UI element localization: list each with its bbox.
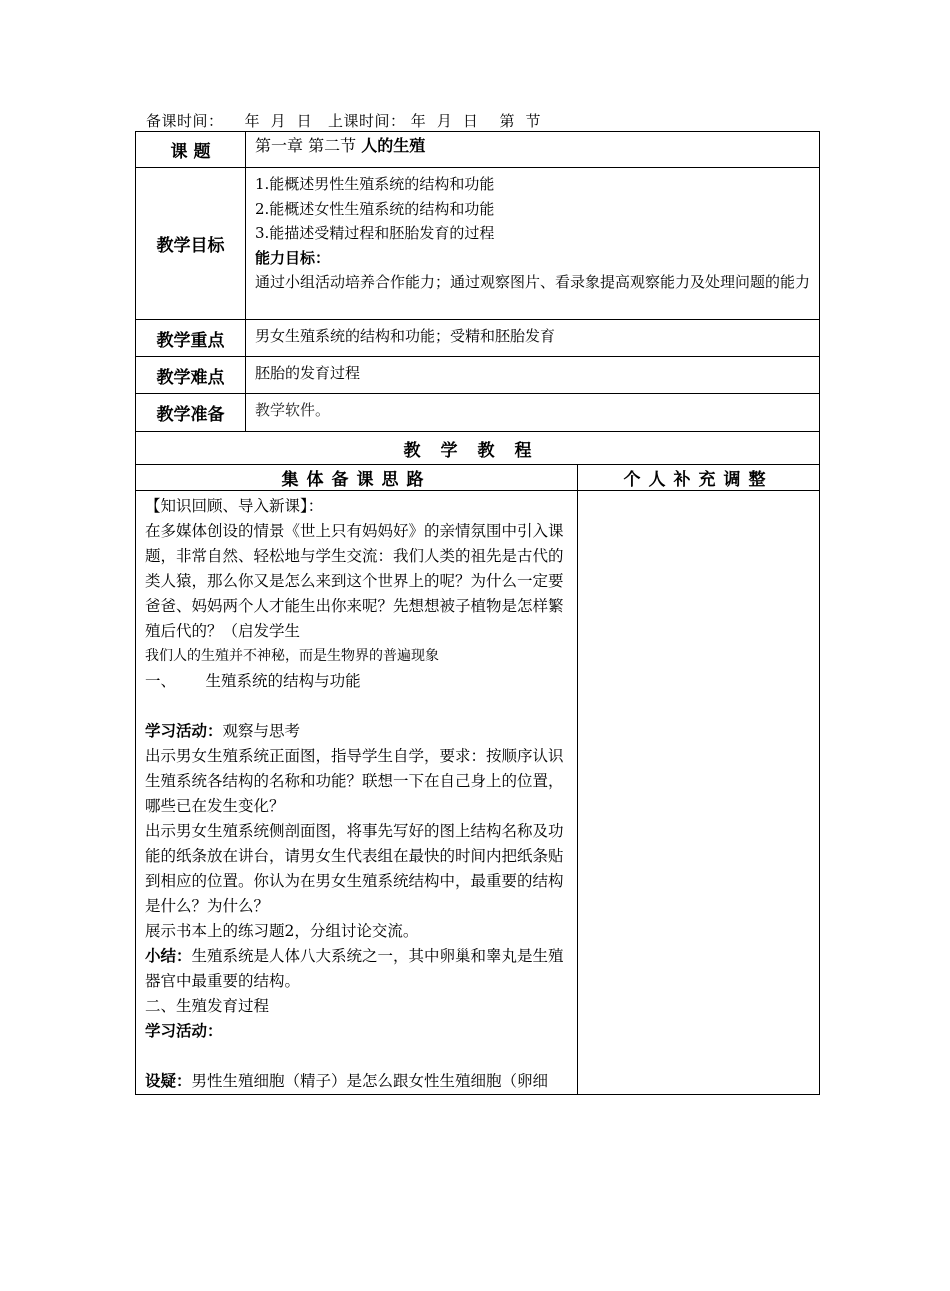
topic-prefix: 第一章 第二节 [255,136,362,155]
activity-line-1 [145,719,571,744]
objective-item: 3.能描述受精过程和胚胎发育的过程 [255,224,495,242]
difficulty-label: 教学难点 [136,357,246,394]
activity-label: 学习活动： [145,722,223,740]
topic-label: 课 题 [136,132,246,168]
activity-label-2: 学习活动： [145,1022,223,1040]
process-title: 教学教程 [136,432,820,465]
personal-adjustment-header: 个人补充调整 [578,465,820,491]
period: 第 节 [499,112,541,130]
objective-item: 2.能概述女性生殖系统的结构和功能 [255,199,495,218]
paragraph-2: 出示男女生殖系统侧剖面图，将事先写好的图上结构名称及功能的纸条放在讲台，请男女生代表组在最快的时间内把纸条贴到相应的位置。你认为在男女生殖系统结构中，最重要的结构是什么？为什么？ [145,822,564,915]
objectives-label: 教学目标 [136,168,246,320]
key-points-row [136,320,820,357]
key-points-label: 教学重点 [136,320,246,357]
column-header-row [136,465,820,491]
paragraph-3: 展示书本上的练习题2，分组讨论交流。 [145,922,419,940]
preparation-value: 教学软件。 [246,394,820,432]
objectives-row [136,168,820,320]
class-time-label: 上课时间： [327,112,406,130]
section-heading-2: 二、生殖发育过程 [145,997,270,1015]
ability-goal-label: 能力目标： [255,248,331,267]
review-heading: 【知识回顾、导入新课】： [145,497,324,515]
personal-adjustment-content [578,491,820,1095]
prep-date: 年 月 日 [244,112,313,130]
summary-text: 生殖系统是人体八大系统之一，其中卵巢和睾丸是生殖器官中最重要的结构。 [145,947,564,990]
paragraph-1: 出示男女生殖系统正面图，指导学生自学，要求：按顺序认识生殖系统各结构的名称和功能？联想一下在自己身上的位置，哪些已在发生变化？ [145,747,564,815]
topic-title: 人的生殖 [361,136,426,155]
summary-line [145,944,571,994]
preparation-label: 教学准备 [136,394,246,432]
question-line [145,1069,571,1094]
topic-row [136,132,820,168]
note-line: 我们人的生殖并不神秘，而是生物界的普遍现象 [145,648,439,664]
class-date: 年 月 日 [410,112,479,130]
blank-line [145,694,571,719]
process-title-row [136,432,820,465]
lesson-plan-table [135,131,820,1095]
blank-line [145,1044,571,1069]
preparation-row [136,394,820,432]
question-label: 设疑： [145,1072,192,1090]
section-heading-1: 一、 生殖系统的结构与功能 [145,672,361,690]
collective-plan-header: 集体备课思路 [136,465,578,491]
summary-label: 小结： [145,947,192,965]
objective-item: 1.能概述男性生殖系统的结构和功能 [255,175,495,193]
content-row [136,491,820,1095]
prep-time-label: 备课时间： [146,112,224,130]
key-points-value: 男女生殖系统的结构和功能；受精和胚胎发育 [246,320,820,357]
difficulty-row [136,357,820,394]
difficulty-value: 胚胎的发育过程 [246,357,820,394]
question-text: 男性生殖细胞（精子）是怎么跟女性生殖细胞（卵细 [191,1072,549,1090]
intro-paragraph: 在多媒体创设的情景《世上只有妈妈好》的亲情氛围中引入课题，非常自然、轻松地与学生交流：我们人类的祖先是古代的类人猿，那么你又是怎么来到这个世界上的呢？为什么一定要爸爸、妈妈两个人才能生出你来呢？先想想被子植物是怎样繁殖后代的？（启发学生 [145,522,564,640]
objectives-value [246,168,820,320]
topic-value [246,132,820,168]
lesson-time-header [146,110,541,131]
collective-plan-content [136,491,578,1095]
activity-value: 观察与思考 [222,722,301,740]
ability-goal-text: 通过小组活动培养合作能力；通过观察图片、看录象提高观察能力及处理问题的能力 [255,273,811,291]
